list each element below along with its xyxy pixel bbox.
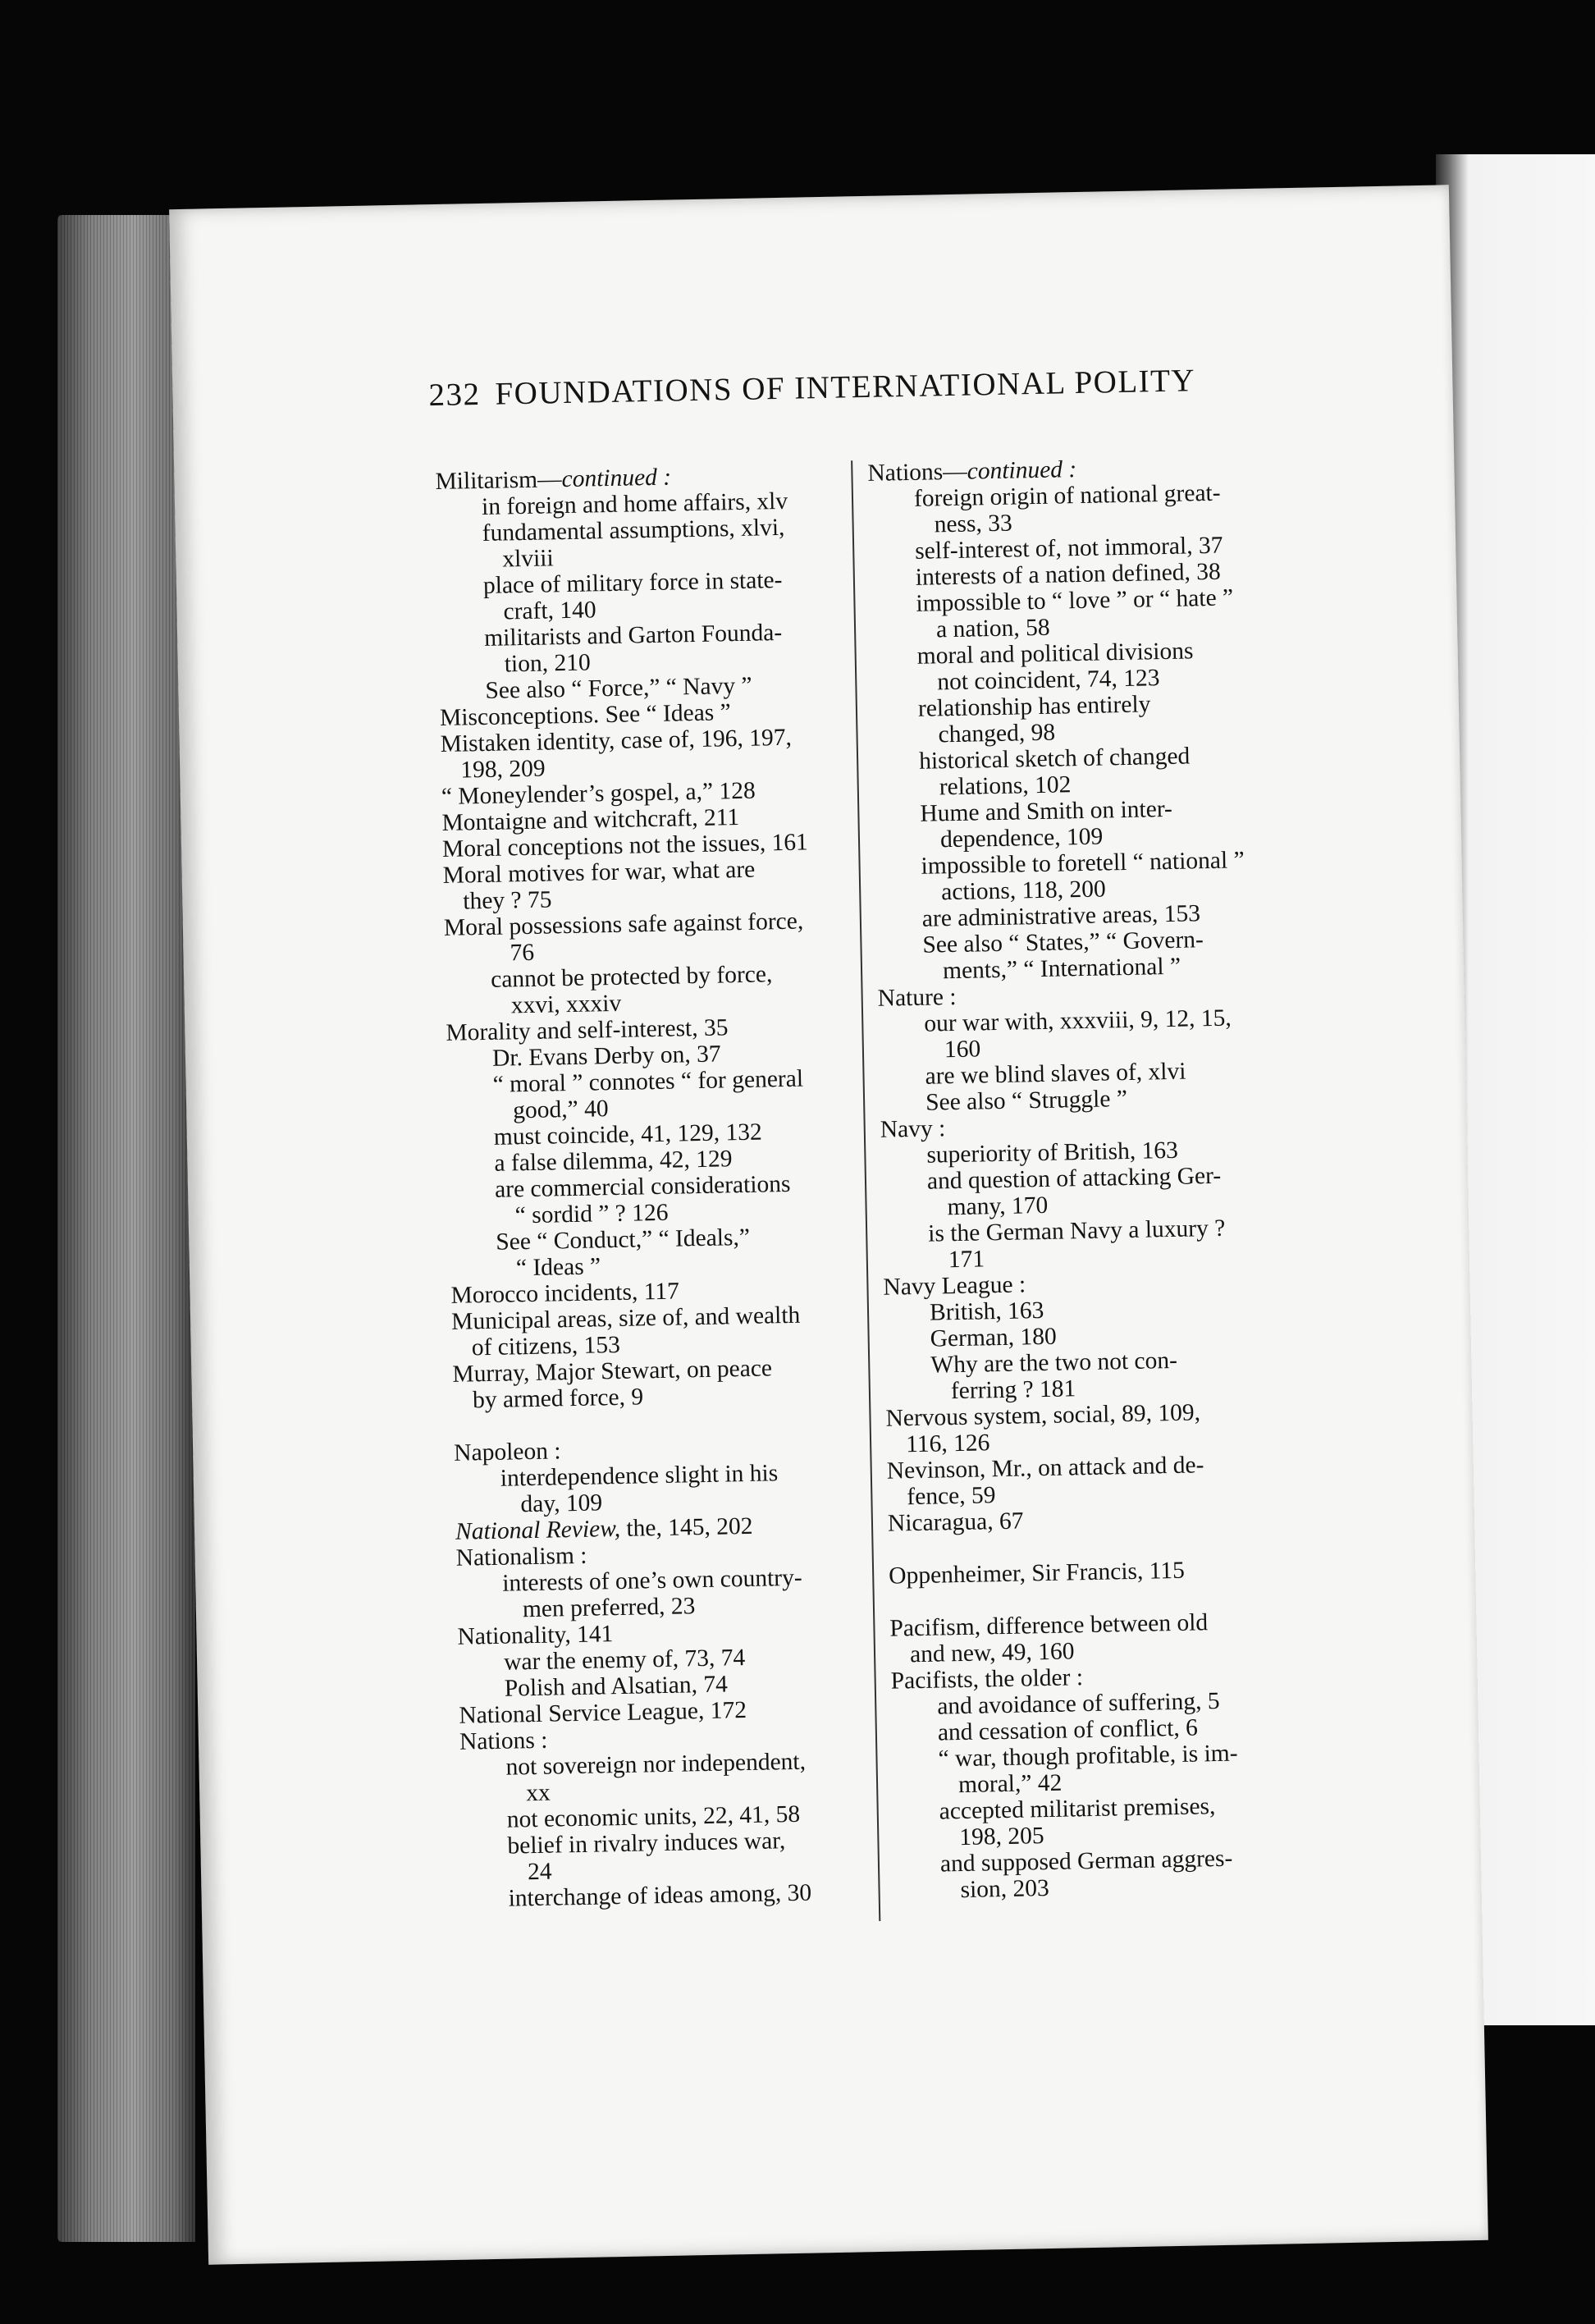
entry-text: our war with, xxxviii, 9, 12, 15, (924, 1004, 1232, 1037)
entry-text: Misconceptions. See “ Ideas ” (439, 699, 732, 731)
index-column-right (867, 452, 1305, 1904)
entry-text: good,” 40 (512, 1096, 609, 1124)
entry-text: impossible to foretell “ national ” (921, 847, 1245, 880)
entry-text: and question of attacking Ger- (926, 1162, 1222, 1195)
entry-text: Nervous system, social, 89, 109, (885, 1399, 1201, 1432)
entry-italic-text: National Review, (455, 1515, 621, 1545)
entry-text: Nations : (459, 1727, 548, 1755)
entry-text: Napoleon : (453, 1438, 561, 1466)
entry-text: ness, 33 (934, 510, 1012, 538)
entry-text: militarists and Garton Founda- (483, 619, 783, 652)
entry-text: Hume and Smith on inter- (920, 795, 1173, 827)
entry-text: craft, 140 (503, 597, 596, 625)
entry-text: 160 (944, 1036, 981, 1064)
entry-text: Navy : (880, 1115, 946, 1143)
entry-text: 171 (948, 1246, 985, 1274)
entry-text: National Service League, 172 (459, 1697, 747, 1729)
entry-text: not coincident, 74, 123 (937, 665, 1160, 696)
entry-text: of citizens, 153 (471, 1331, 621, 1361)
entry-text: Pacifism, difference between old (889, 1609, 1209, 1642)
entry-text: Moral motives for war, what are (442, 856, 756, 889)
page-number: 232 (428, 376, 481, 414)
entry-text: self-interest of, not immoral, 37 (914, 532, 1223, 565)
entry-text: a false dilemma, 42, 129 (494, 1146, 733, 1177)
entry-text: belief in rivalry induces war, (507, 1828, 786, 1860)
entry-text: “ sordid ” ? 126 (514, 1199, 669, 1229)
entry-text: 76 (510, 939, 535, 967)
entry-text: fence, 59 (907, 1482, 996, 1511)
entry-text: superiority of British, 163 (926, 1137, 1179, 1169)
entry-text: German, 180 (930, 1323, 1057, 1352)
entry-text: are we blind slaves of, xlvi (925, 1058, 1186, 1090)
entry-text: dependence, 109 (939, 823, 1104, 853)
entry-text: Polish and Alsatian, 74 (504, 1671, 729, 1702)
entry-italic-text: continued : (561, 464, 672, 493)
entry-text: they ? 75 (463, 886, 552, 915)
entry-text: a nation, 58 (935, 614, 1050, 643)
entry-text: foreign origin of national great- (913, 479, 1221, 512)
entry-text: Militarism— (435, 466, 562, 496)
index-page (169, 185, 1488, 2264)
entry-text: place of military force in state- (482, 566, 783, 599)
entry-text: “ Moneylender’s gospel, a,” 128 (441, 777, 756, 810)
entry-text: See also “ Struggle ” (925, 1085, 1128, 1116)
entry-text: Pacifists, the older : (890, 1664, 1084, 1695)
entry-text: the, 145, 202 (619, 1512, 753, 1542)
entry-text: 24 (527, 1858, 552, 1886)
entry-text: Dr. Evans Derby on, 37 (491, 1041, 721, 1072)
entry-text: and cessation of conflict, 6 (937, 1714, 1199, 1746)
entry-text: Murray, Major Stewart, on peace (452, 1355, 773, 1388)
entry-text: xlviii (502, 545, 554, 573)
entry-text: not economic units, 22, 41, 58 (506, 1800, 801, 1833)
entry-text: and new, 49, 160 (909, 1638, 1075, 1668)
entry-text: by armed force, 9 (472, 1384, 644, 1414)
entry-text: cannot be protected by force, (490, 961, 773, 993)
entry-text: “ Ideas ” (515, 1253, 601, 1282)
entry-text: and avoidance of suffering, 5 (936, 1687, 1220, 1720)
entry-text: Nationality, 141 (457, 1621, 614, 1650)
entry-text: Moral conceptions not the issues, 161 (441, 829, 809, 862)
entry-text: ferring ? 181 (950, 1375, 1076, 1405)
running-title: FOUNDATIONS OF INTERNATIONAL POLITY (495, 363, 1196, 412)
running-head (428, 362, 1195, 414)
entry-text: men preferred, 23 (522, 1593, 696, 1623)
entry-text: 198, 205 (959, 1823, 1044, 1851)
entry-text: Moral possessions safe against force, (443, 908, 804, 941)
entry-text: moral,” 42 (957, 1769, 1063, 1799)
entry-text: changed, 98 (938, 719, 1056, 748)
entry-text: Nevinson, Mr., on attack and de- (886, 1452, 1204, 1485)
entry-text: must coincide, 41, 129, 132 (493, 1119, 763, 1151)
entry-text: British, 163 (929, 1297, 1044, 1326)
entry-text: 116, 126 (905, 1430, 990, 1458)
entry-text: See also “ States,” “ Govern- (922, 926, 1204, 958)
entry-text: ments,” “ International ” (942, 953, 1181, 985)
entry-text: Morality and self-interest, 35 (446, 1014, 729, 1046)
entry-text: relationship has entirely (917, 691, 1151, 722)
entry-text: xx (525, 1779, 551, 1807)
entry-text: many, 170 (947, 1192, 1049, 1221)
entry-text: fundamental assumptions, xlvi, (482, 514, 785, 547)
entry-text: day, 109 (520, 1489, 603, 1518)
entry-text: xxvi, xxxiv (510, 990, 622, 1019)
entry-text: war the enemy of, 73, 74 (503, 1645, 746, 1676)
entry-text: Nations— (867, 458, 967, 487)
entry-text: in foreign and home affairs, xlv (481, 487, 788, 520)
entry-text: interests of one’s own country- (502, 1564, 802, 1597)
entry-text: interests of a nation defined, 38 (915, 558, 1222, 591)
entry-text: “ war, though profitable, is im- (938, 1740, 1238, 1773)
entry-text: impossible to “ love ” or “ hate ” (916, 584, 1234, 617)
entry-text: interdependence slight in his (500, 1460, 779, 1492)
entry-text: and supposed German aggres- (939, 1845, 1233, 1878)
entry-text: not sovereign nor independent, (505, 1748, 807, 1781)
entry-text: are administrative areas, 153 (921, 900, 1201, 932)
entry-text: is the German Navy a luxury ? (927, 1215, 1226, 1247)
entry-text: Oppenheimer, Sir Francis, 115 (888, 1557, 1186, 1590)
entry-text: historical sketch of changed (918, 743, 1191, 775)
entry-text: Morocco incidents, 117 (450, 1278, 680, 1309)
entry-text: “ moral ” connotes “ for general (492, 1065, 804, 1098)
entry-text: Nicaragua, 67 (887, 1507, 1024, 1537)
entry-text: Mistaken identity, case of, 196, 197, (440, 724, 793, 757)
entry-text: Nature : (877, 983, 957, 1012)
entry-text: tion, 210 (504, 649, 592, 678)
entry-text: Montaigne and witchcraft, 211 (441, 804, 740, 836)
entry-text: Navy League : (883, 1271, 1026, 1301)
entry-text: sion, 203 (960, 1874, 1050, 1904)
entry-text: are commercial considerations (494, 1170, 791, 1203)
entry-text: Why are the two not con- (930, 1347, 1178, 1379)
entry-text: Municipal areas, size of, and wealth (450, 1302, 801, 1335)
entry-text: 198, 209 (459, 755, 546, 784)
entry-text: moral and political divisions (916, 638, 1194, 670)
entry-text: relations, 102 (939, 771, 1072, 801)
entry-text: See “ Conduct,” “ Ideals,” (496, 1224, 751, 1256)
index-column-left (435, 460, 873, 1912)
entry-text: interchange of ideas among, 30 (508, 1879, 812, 1912)
entry-italic-text: continued : (967, 456, 1077, 485)
entry-text: accepted militarist premises, (939, 1793, 1216, 1825)
entry-text: See also “ Force,” “ Navy ” (485, 672, 752, 704)
entry-text: actions, 118, 200 (940, 876, 1106, 906)
entry-text: Nationalism : (455, 1542, 587, 1571)
